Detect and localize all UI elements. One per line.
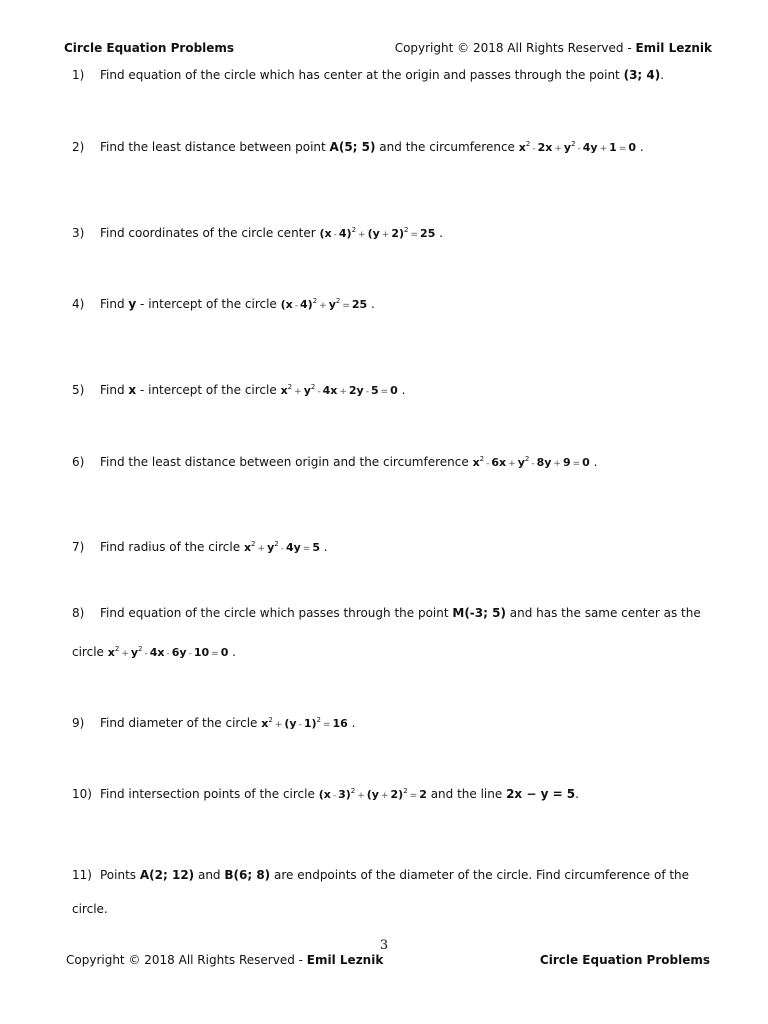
problem-number: 8) xyxy=(72,606,85,620)
point-label: M(-3; 5) xyxy=(452,606,506,620)
footer-copyright xyxy=(66,953,383,967)
header-copyright-text: Copyright © 2018 All Rights Reserved - xyxy=(394,41,636,55)
problem-end: . xyxy=(397,383,406,397)
problem-end: . xyxy=(319,540,328,554)
problem-6 xyxy=(72,451,702,472)
problem-text: Find the least distance between origin and the circumference xyxy=(100,455,473,469)
problem-text: - intercept of the circle xyxy=(136,297,281,311)
problem-4 xyxy=(72,293,702,314)
problem-number: 9) xyxy=(72,716,85,730)
problem-number: 10) xyxy=(72,787,92,801)
problem-end: . xyxy=(589,455,598,469)
problem-text: circle. xyxy=(72,902,108,916)
header-copyright xyxy=(395,41,712,55)
circle-equation: $(x - 4)^2 + (y + 2)^2 = 25$ xyxy=(319,226,436,240)
problem-text: and the line xyxy=(426,787,507,801)
problem-text: Find coordinates of the circle center xyxy=(100,226,320,240)
point-label: (3; 4) xyxy=(623,68,661,82)
problem-text: Find diameter of the circle xyxy=(100,716,262,730)
problem-end: . xyxy=(228,645,236,659)
problem-11-line-2 xyxy=(72,901,702,917)
problem-end: . xyxy=(367,297,375,311)
point-label: B(6; 8) xyxy=(224,868,271,882)
problem-text: Find the least distance between point xyxy=(100,140,330,154)
point-label: A(5; 5) xyxy=(329,140,376,154)
circle-equation: $(x - 3)^2 + (y + 2)^2 = 2$ xyxy=(318,787,427,801)
header-title: Circle Equation Problems xyxy=(64,41,235,55)
page-number: 3 xyxy=(379,938,389,953)
problem-number: 4) xyxy=(72,297,85,311)
point-label: A(2; 12) xyxy=(139,868,195,882)
variable-label: y xyxy=(128,297,137,311)
problem-number: 3) xyxy=(72,226,85,240)
problem-text: - intercept of the circle xyxy=(136,383,281,397)
problem-number: 7) xyxy=(72,540,85,554)
line-equation: 2x − y = 5 xyxy=(506,787,576,801)
problem-number: 6) xyxy=(72,455,85,469)
problem-10 xyxy=(72,783,702,804)
problem-number: 1) xyxy=(72,68,85,82)
footer-copyright-text: Copyright © 2018 All Rights Reserved - xyxy=(66,953,307,967)
problem-text: Find equation of the circle which has center at the origin and passes through the point xyxy=(100,68,624,82)
problem-9 xyxy=(72,712,702,733)
problem-text: Find radius of the circle xyxy=(100,540,244,554)
problem-end: . xyxy=(435,226,443,240)
problem-number: 2) xyxy=(72,140,85,154)
problem-text: and the circumference xyxy=(375,140,519,154)
circle-equation: $x^2 + y^2 - 4x - 6y - 10 = 0$ xyxy=(107,645,229,659)
problem-text: Find xyxy=(100,297,129,311)
problem-8-line-2 xyxy=(72,641,702,662)
circle-equation: $x^2 + y^2 - 4x + 2y - 5 = 0$ xyxy=(280,383,398,397)
problem-end: . xyxy=(636,140,644,154)
circle-equation: $(x - 4)^2 + y^2 = 25$ xyxy=(280,297,368,311)
footer-title: Circle Equation Problems xyxy=(539,953,710,967)
problem-8 xyxy=(72,605,702,621)
circle-equation: $x^2 - 2x + y^2 - 4y + 1 = 0$ xyxy=(518,140,637,154)
problem-end: . xyxy=(347,716,356,730)
problem-text: Find equation of the circle which passes through the point xyxy=(100,606,453,620)
problem-text: and has the same center as the xyxy=(505,606,701,620)
problem-number: 11) xyxy=(72,868,92,882)
problem-5 xyxy=(72,379,702,400)
problem-2 xyxy=(72,136,702,157)
circle-equation: $x^2 - 6x + y^2 - 8y + 9 = 0$ xyxy=(472,455,590,469)
circle-equation: $x^2 + y^2 - 4y = 5$ xyxy=(243,540,320,554)
problem-text: circle xyxy=(72,645,108,659)
problem-text: Find xyxy=(100,383,129,397)
problem-text: are endpoints of the diameter of the circle. Find circumference of the xyxy=(270,868,690,882)
problem-number: 5) xyxy=(72,383,85,397)
problem-end: . xyxy=(575,787,579,801)
problem-text: Find intersection points of the circle xyxy=(100,787,319,801)
header-author: Emil Leznik xyxy=(635,41,712,55)
variable-label: x xyxy=(128,383,137,397)
problem-1 xyxy=(72,67,702,83)
problem-text: Points xyxy=(100,868,140,882)
problem-7 xyxy=(72,536,702,557)
problem-end: . xyxy=(660,68,665,82)
problem-text: and xyxy=(194,868,225,882)
problem-11 xyxy=(72,867,702,883)
circle-equation: $x^2 + (y - 1)^2 = 16$ xyxy=(261,716,348,730)
problem-3 xyxy=(72,222,702,243)
footer-author: Emil Leznik xyxy=(306,953,384,967)
